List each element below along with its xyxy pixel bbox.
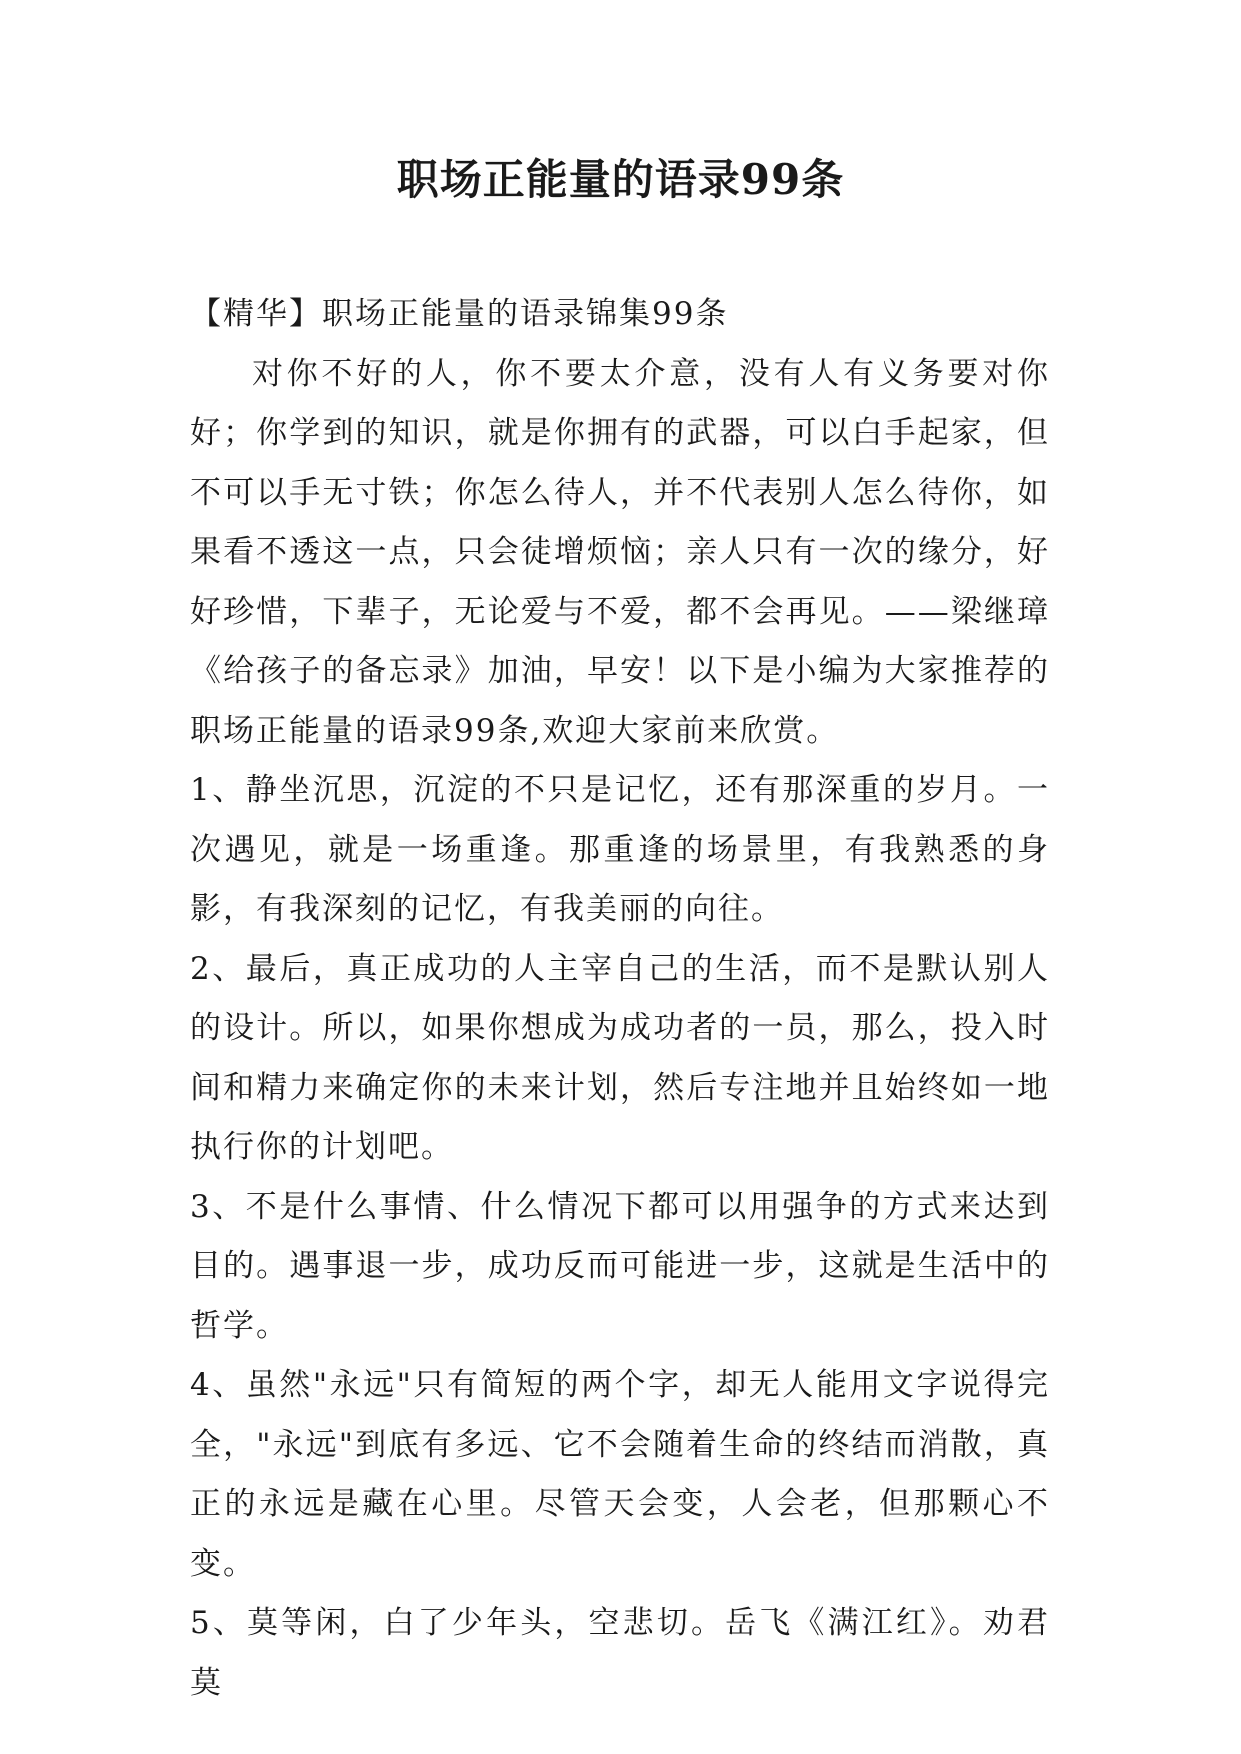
list-item-1: 1、静坐沉思，沉淀的不只是记忆，还有那深重的岁月。一次遇见，就是一场重逢。那重逢的场景里，有我熟悉的身影，有我深刻的记忆，有我美丽的向往。 — [190, 772, 1050, 927]
subtitle-paragraph: 【精华】职场正能量的语录锦集99条 — [190, 296, 729, 332]
list-item-5: 5、莫等闲，白了少年头，空悲切。岳飞《满江红》。劝君莫 — [190, 1605, 1050, 1701]
list-item-3: 3、不是什么事情、什么情况下都可以用强争的方式来达到目的。遇事退一步，成功反而可能进一步，这就是生活中的哲学。 — [190, 1188, 1050, 1344]
document-body — [190, 285, 1050, 1713]
list-item-4: 4、虽然"永远"只有简短的两个字，却无人能用文字说得完全，"永远"到底有多远、它不会随着生命的终结而消散，真正的永远是藏在心里。尽管天会变，人会老，但那颗心不变。 — [190, 1367, 1050, 1582]
list-item-2: 2、最后，真正成功的人主宰自己的生活，而不是默认别人的设计。所以，如果你想成为成功者的一员，那么，投入时间和精力来确定你的未来计划，然后专注地并且始终如一地执行你的计划吧。 — [190, 950, 1050, 1165]
document-title: 职场正能量的语录99条 — [396, 155, 845, 204]
intro-paragraph: 对你不好的人，你不要太介意，没有人有义务要对你好；你学到的知识，就是你拥有的武器，可以白手起家，但不可以手无寸铁；你怎么待人，并不代表别人怎么待你，如果看不透这一点，只会徒增烦恼；亲人只有一次的缘分，好好珍惜，下辈子，无论爱与不爱，都不会再见。——梁继璋《给孩子的备忘录》加油，早安！以下是小编为大家推荐的职场正能量的语录99条,欢迎大家前来欣赏。 — [190, 355, 1050, 749]
